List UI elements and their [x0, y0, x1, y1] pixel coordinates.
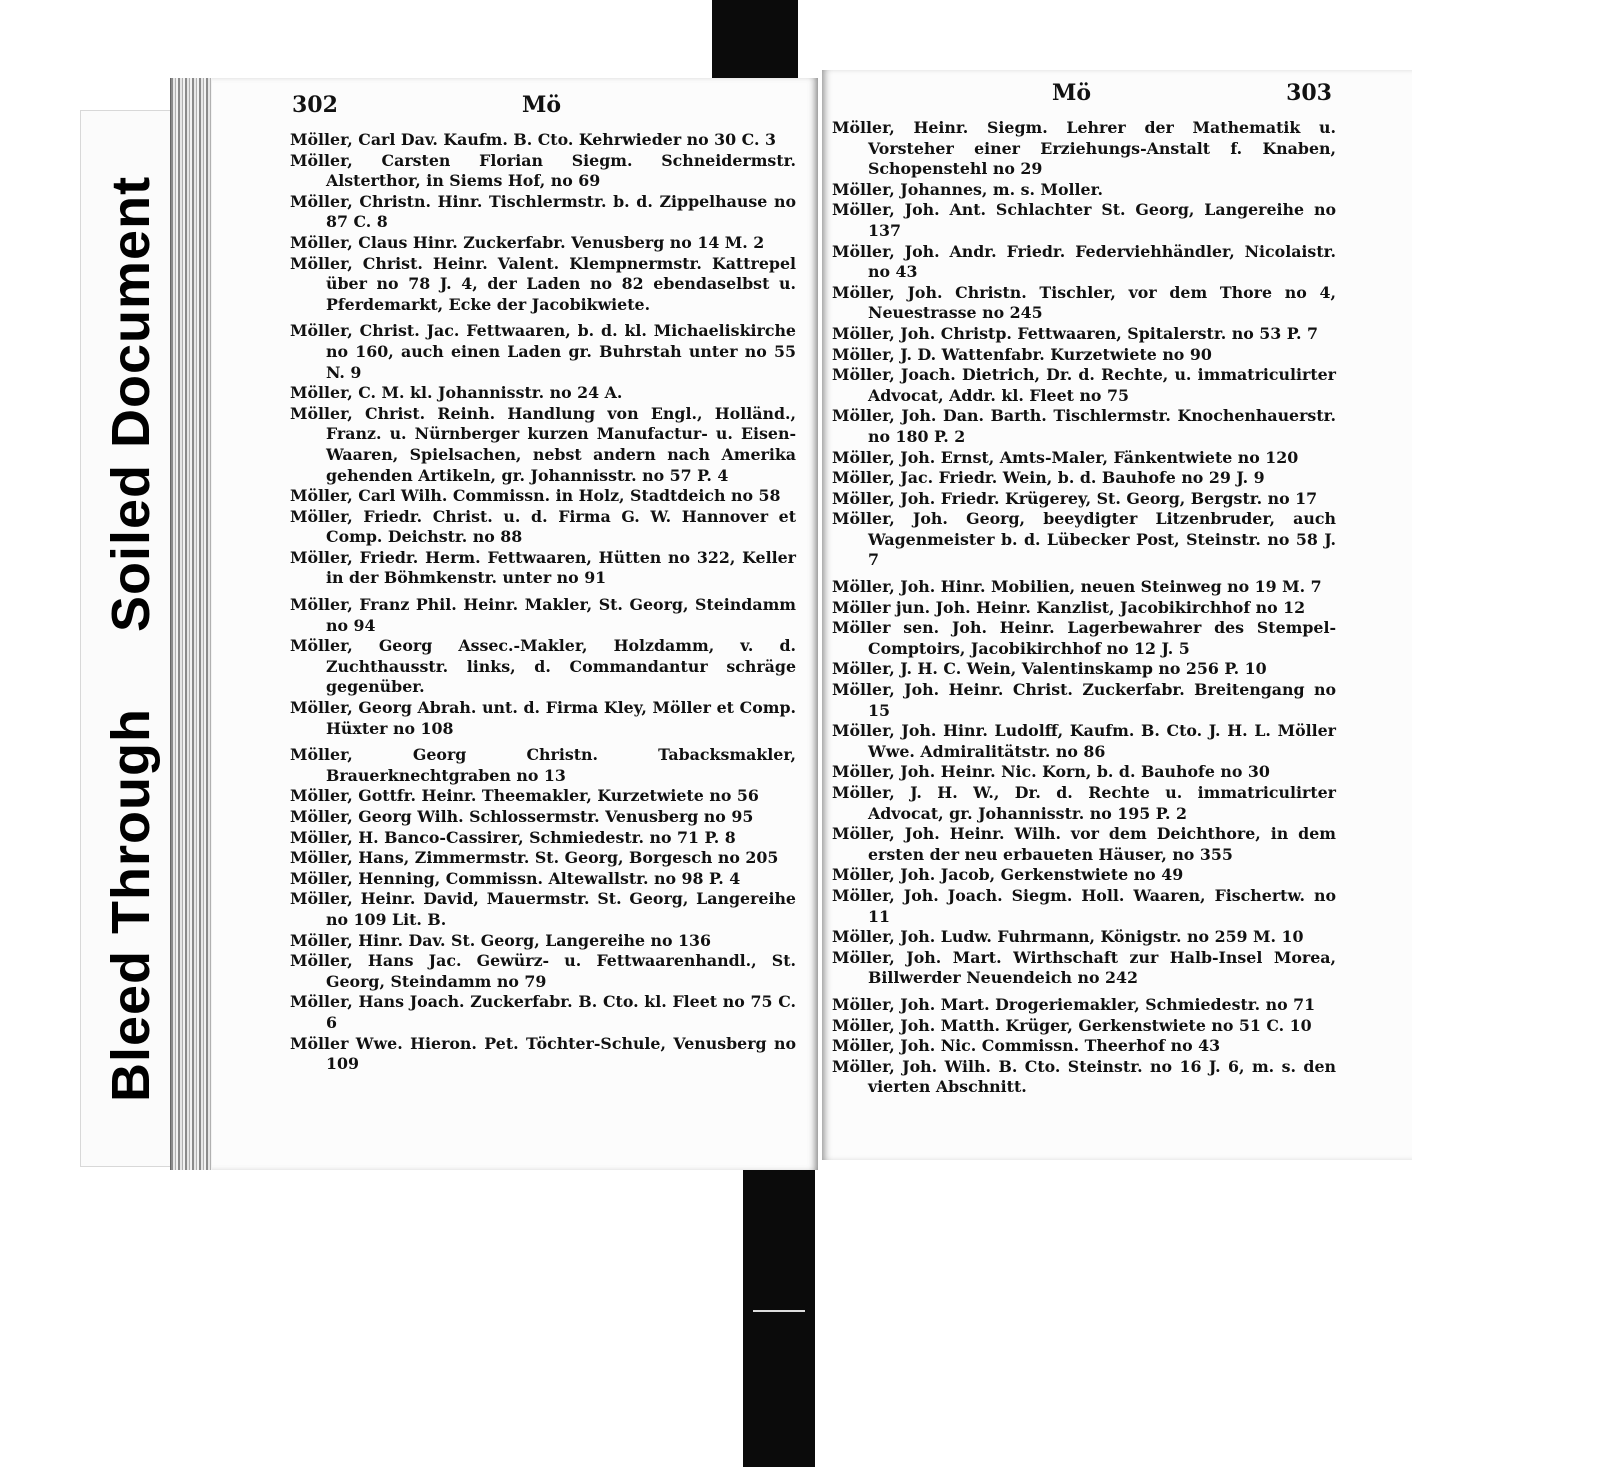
- directory-entry: Möller, Franz Phil. Heinr. Makler, St. Georg, Steindamm no 94: [290, 595, 796, 635]
- directory-entry: Möller, Joh. Ernst, Amts-Maler, Fänkentwiete no 120: [832, 447, 1299, 467]
- left-page-header: [212, 78, 818, 130]
- directory-entry: Möller, Joh. Andr. Friedr. Federviehhändler, Nicolaistr. no 43: [832, 241, 1336, 282]
- directory-entry: Möller, Georg Abrah. unt. d. Firma Kley, Möller et Comp. Hüxter no 108: [290, 698, 796, 738]
- directory-entry: Möller, Joh. Hinr. Ludolff, Kaufm. B. Cto. J. H. L. Möller Wwe. Admiralitätstr. no 86: [832, 721, 1336, 761]
- directory-entry: Möller, Joh. Ant. Schlachter St. Georg, Langereihe no 137: [832, 200, 1336, 240]
- document-condition-stamp: [80, 110, 182, 1167]
- directory-entry: Möller, Georg Assec.-Makler, Holzdamm, v. d. Zuchthausstr. links, d. Commandantur schräge gegenüber.: [290, 636, 796, 697]
- directory-entry: Möller, Joh. Christp. Fettwaaren, Spitalerstr. no 53 P. 7: [832, 323, 1318, 343]
- directory-entry: Möller, J. H. W., Dr. d. Rechte u. immatriculirter Advocat, gr. Johannisstr. no 195 P. 2: [832, 783, 1336, 823]
- directory-entry: Möller, Christ. Jac. Fettwaaren, b. d. kl. Michaeliskirche no 160, auch einen Laden gr. Buhrstah unter no 55 N. 9: [290, 321, 796, 382]
- directory-entry: Möller, H. Banco-Cassirer, Schmiedestr. no 71 P. 8: [290, 827, 736, 847]
- stamp-label: [100, 175, 162, 1101]
- directory-entry: Möller, Joh. Hinr. Mobilien, neuen Steinweg no 19 M. 7: [832, 577, 1322, 597]
- directory-entry: Möller, Joh. Mart. Wirthschaft zur Halb-Insel Morea, Billwerder Neuendeich no 242: [832, 947, 1336, 988]
- binding-gutter-top: [712, 0, 798, 78]
- directory-entry: Möller, Joh. Heinr. Christ. Zuckerfabr. Breitengang no 15: [832, 680, 1336, 720]
- directory-entry: Möller, Hinr. Dav. St. Georg, Langereihe no 136: [290, 930, 712, 950]
- directory-entry: Möller, Joh. Wilh. B. Cto. Steinstr. no 16 J. 6, m. s. den vierten Abschnitt.: [832, 1056, 1336, 1097]
- directory-entry: Möller, Joh. Nic. Commissn. Theerhof no 43: [832, 1036, 1221, 1056]
- running-head: Mö: [522, 92, 562, 118]
- binding-gutter-bottom: [743, 1170, 815, 1467]
- directory-entry: Möller, Heinr. David, Mauermstr. St. Georg, Langereihe no 109 Lit. B.: [290, 889, 796, 929]
- directory-entry: Möller, Gottfr. Heinr. Theemakler, Kurzetwiete no 56: [290, 786, 759, 806]
- directory-entry: Möller, Joh. Ludw. Fuhrmann, Königstr. no 259 M. 10: [832, 927, 1304, 947]
- directory-entry: Möller, Joh. Dan. Barth. Tischlermstr. Knochenhauerstr. no 180 P. 2: [832, 406, 1336, 446]
- directory-entry: Möller, Joh. Friedr. Krügerey, St. Georg, Bergstr. no 17: [832, 488, 1318, 508]
- directory-entry: Möller, Henning, Commissn. Altewallstr. no 98 P. 4: [290, 868, 741, 888]
- directory-entry: Möller, Jac. Friedr. Wein, b. d. Bauhofe no 29 J. 9: [832, 468, 1265, 488]
- directory-entry: Möller, C. M. kl. Johannisstr. no 24 A.: [290, 383, 623, 403]
- stamp-word-bleed: Bleed: [101, 949, 161, 1102]
- directory-entry: Möller, Joh. Georg, beeydigter Litzenbruder, auch Wagenmeister b. d. Lübecker Post, Steinstr. no 58 J. 7: [832, 509, 1336, 570]
- page-number: 302: [292, 92, 338, 118]
- directory-entry: Möller, Friedr. Christ. u. d. Firma G. W. Hannover et Comp. Deichstr. no 88: [290, 506, 796, 547]
- directory-entry: Möller, Carl Dav. Kaufm. B. Cto. Kehrwieder no 30 C. 3: [290, 130, 776, 149]
- directory-entry: Möller, Heinr. Siegm. Lehrer der Mathematik u. Vorsteher einer Erziehungs-Anstalt f. Knaben, Schopenstehl no 29: [832, 118, 1336, 179]
- directory-entry: Möller, Georg Christn. Tabacksmakler, Brauerknechtgraben no 13: [290, 745, 796, 785]
- page-block-edges: [170, 78, 213, 1170]
- directory-entry: Möller, Carsten Florian Siegm. Schneidermstr. Alsterthor, in Siems Hof, no 69: [290, 150, 796, 191]
- stamp-word-document: Document: [101, 175, 161, 448]
- directory-entry: Möller, Carl Wilh. Commissn. in Holz, Stadtdeich no 58: [290, 486, 781, 506]
- directory-entry: Möller, Hans, Zimmermstr. St. Georg, Borgesch no 205: [290, 848, 779, 868]
- directory-entry: Möller, Joh. Heinr. Nic. Korn, b. d. Bauhofe no 30: [832, 762, 1270, 782]
- directory-entry: Möller Wwe. Hieron. Pet. Töchter-Schule, Venusberg no 109: [290, 1033, 796, 1074]
- directory-entry: Möller, Joh. Christn. Tischler, vor dem Thore no 4, Neuestrasse no 245: [832, 282, 1336, 323]
- directory-entry: Möller, Georg Wilh. Schlossermstr. Venusberg no 95: [290, 807, 754, 826]
- directory-entry: Möller, Joh. Mart. Drogeriemakler, Schmiedestr. no 71: [832, 994, 1316, 1014]
- directory-entry: Möller, Claus Hinr. Zuckerfabr. Venusberg no 14 M. 2: [290, 232, 765, 252]
- directory-entry: Möller, Christn. Hinr. Tischlermstr. b. d. Zippelhause no 87 C. 8: [290, 191, 796, 232]
- directory-entry: Möller, J. D. Wattenfabr. Kurzetwiete no 90: [832, 344, 1212, 364]
- directory-entry: Möller, Christ. Heinr. Valent. Klempnermstr. Kattrepel über no 78 J. 4, der Laden no 82 ebendaselbst u. Pferdemarkt, Ecke der Jacobikwiete.: [290, 253, 796, 314]
- directory-entry: Möller sen. Joh. Heinr. Lagerbewahrer des Stempel-Comptoirs, Jacobikirchhof no 12 J. 5: [832, 618, 1336, 658]
- directory-entry: Möller, Christ. Reinh. Handlung von Engl., Holländ., Franz. u. Nürnberger kurzen Manufactur- u. Eisen-Waaren, Spielsachen, nebst andern nach Amerika gehenden Artikeln, gr. Johannisstr. no 57 P. 4: [290, 403, 796, 485]
- page-number: 303: [1286, 80, 1332, 106]
- directory-entry: Möller jun. Joh. Heinr. Kanzlist, Jacobikirchhof no 12: [832, 597, 1306, 617]
- directory-entry: Möller, Joh. Matth. Krüger, Gerkenstwiete no 51 C. 10: [832, 1015, 1312, 1035]
- directory-entry: Möller, Joh. Heinr. Wilh. vor dem Deichthore, in dem ersten der neu erbaueten Häuser, no 355: [832, 824, 1336, 864]
- directory-entry: Möller, Joach. Dietrich, Dr. d. Rechte, u. immatriculirter Advocat, Addr. kl. Fleet no 75: [832, 365, 1336, 405]
- directory-entry: Möller, Hans Joach. Zuckerfabr. B. Cto. kl. Fleet no 75 C. 6: [290, 992, 796, 1032]
- directory-entries-right: [832, 118, 1336, 1098]
- directory-entries-left: [290, 130, 796, 1075]
- directory-entry: Möller, Friedr. Herm. Fettwaaren, Hütten no 322, Keller in der Böhmkenstr. unter no 91: [290, 547, 796, 588]
- directory-entry: Möller, J. H. C. Wein, Valentinskamp no 256 P. 10: [832, 659, 1267, 679]
- right-page: [822, 70, 1412, 1160]
- right-page-header: [822, 70, 1412, 122]
- left-page: [212, 78, 818, 1170]
- directory-entry: Möller, Johannes, m. s. Moller.: [832, 179, 1103, 199]
- stamp-word-soiled: Soiled: [101, 463, 161, 632]
- stamp-word-through: Through: [101, 707, 161, 934]
- directory-entry: Möller, Joh. Jacob, Gerkenstwiete no 49: [832, 865, 1184, 885]
- directory-entry: Möller, Joh. Joach. Siegm. Holl. Waaren, Fischertw. no 11: [832, 885, 1336, 926]
- running-head: Mö: [1052, 80, 1092, 106]
- directory-entry: Möller, Hans Jac. Gewürz- u. Fettwaarenhandl., St. Georg, Steindamm no 79: [290, 951, 796, 991]
